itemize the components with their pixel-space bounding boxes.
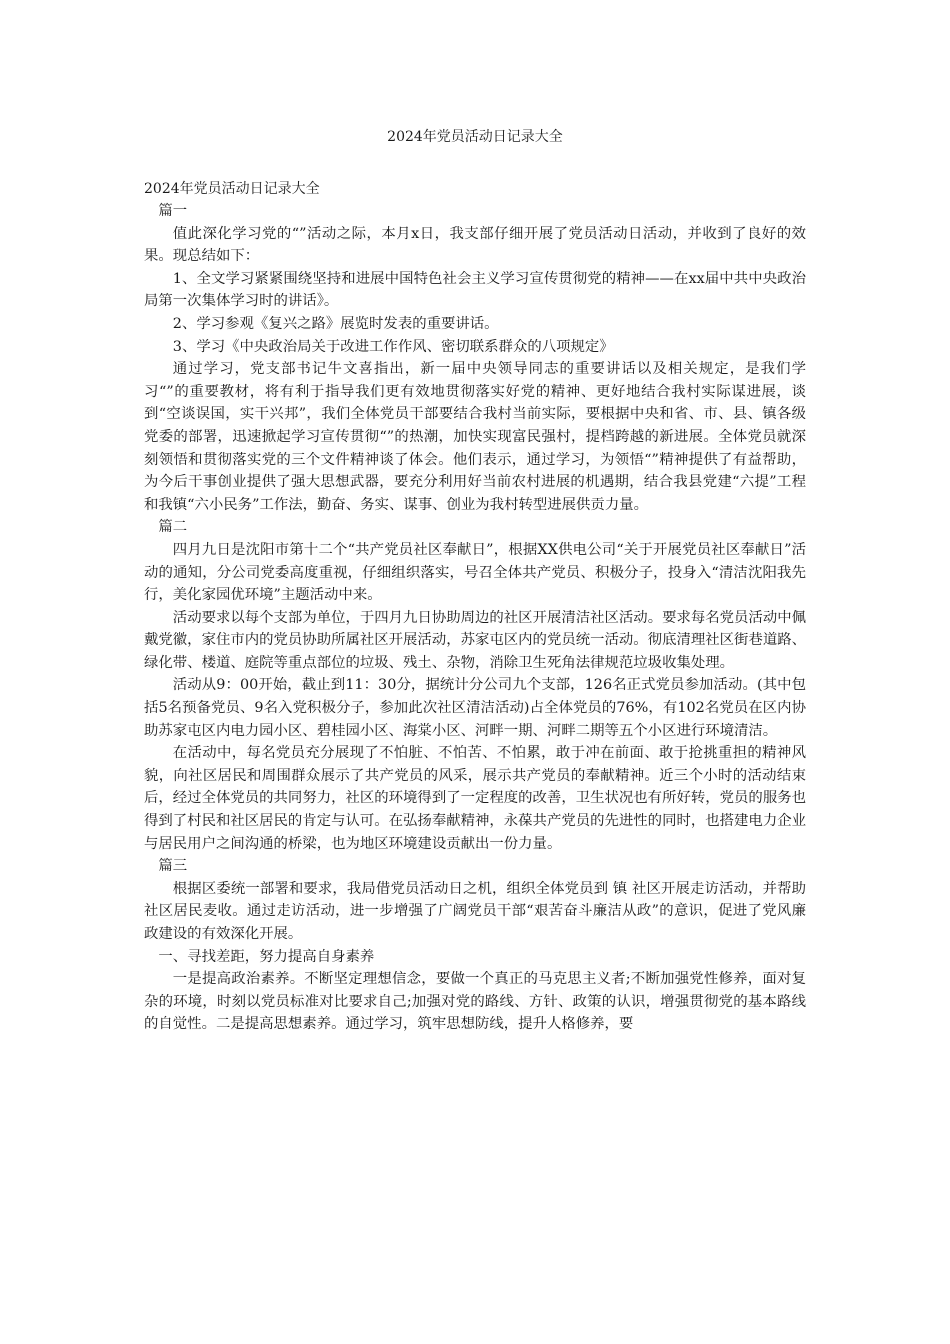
paragraph: 1、全文学习紧紧围绕坚持和进展中国特色社会主义学习宣传贯彻党的精神——在xx届中共中央政治局第一次集体学习时的讲话》。: [144, 270, 806, 310]
paragraph: 活动从9：00开始，截止到11：30分，据统计分公司九个支部，126名正式党员参加活动。(其中包括5名预备党员、9名入党积极分子，参加此次社区清洁活动)占全体党员的76%，有102名党员在区内协助苏家屯区内电力园小区、碧桂园小区、海棠小区、河畔一期、河畔二期等五个小区进行环境清洁。: [144, 677, 806, 739]
paragraph: 通过学习，党支部书记牛文喜指出，新一届中央领导同志的重要讲话以及相关规定，是我们学习“”的重要教材，将有利于指导我们更有效地贯彻落实好党的精神、更好地结合我村实际谋进展，谈到“空谈误国，实干兴邦”，我们全体党员干部要结合我村当前实际，要根据中央和省、市、县、镇各级党委的部署，迅速掀起学习宣传贯彻“”的热潮，加快实现富民强村，提档跨越的新进展。全体党员就深刻领悟和贯彻落实党的三个文件精神谈了体会。他们表示，通过学习，为领悟“”精神提供了有益帮助，为今后干事创业提供了强大思想武器，要充分利用好当前农村进展的机遇期，结合我县党建“六提”工程和我镇“六小民务”工作法，勤奋、务实、谋事、创业为我村转型进展供贡力量。: [144, 361, 806, 513]
section-heading: 篇一: [158, 203, 188, 219]
paragraph: 活动要求以每个支部为单位，于四月九日协助周边的社区开展清洁社区活动。要求每名党员活动中佩戴党徽，家住市内的党员协助所属社区开展活动，苏家屯区内的党员统一活动。彻底清理社区街巷道路、绿化带、楼道、庭院等重点部位的垃圾、残土、杂物，消除卫生死角法律规范垃圾收集处理。: [144, 609, 806, 671]
paragraph: 根据区委统一部署和要求，我局借党员活动日之机，组织全体党员到 镇 社区开展走访活动，并帮助社区居民麦收。通过走访活动，进一步增强了广阔党员干部“艰苦奋斗廉洁从政”的意识，促进了党风廉政建设的有效深化开展。: [144, 880, 806, 942]
paragraph: 3、学习《中央政治局关于改进工作作风、密切联系群众的八项规定》: [172, 338, 614, 355]
section-heading: 一、寻找差距，努力提高自身素养: [158, 948, 375, 965]
section-heading: 篇二: [158, 519, 188, 536]
paragraph: 四月九日是沈阳市第十二个“共产党员社区奉献日”，根据XX供电公司“关于开展党员社区奉献日”活动的通知，分公司党委高度重视，仔细组织落实，号召全体共产党员、积极分子，投身入“清洁沈阳我先行，美化家园优环境”主题活动中来。: [144, 541, 806, 604]
document-body: [144, 200, 806, 1036]
document-page: [144, 124, 806, 1036]
paragraph: 在活动中，每名党员充分展现了不怕脏、不怕苦、不怕累，敢于冲在前面、敢于抢挑重担的精神风貌，向社区居民和周围群众展示了共产党员的风采，展示共产党员的奉献精神。近三个小时的活动结束后，经过全体党员的共同努力，社区的环境得到了一定程度的改善，卫生状况也有所好转，党员的服务也得到了村民和社区居民的肯定与认可。在弘扬奉献精神，永葆共产党员的先进性的同时，也搭建电力企业与居民用户之间沟通的桥梁，也为地区环境建设贡献出一份力量。: [144, 745, 806, 852]
document-subtitle: 2024年党员活动日记录大全: [144, 181, 320, 197]
section-heading: 篇三: [158, 858, 188, 875]
document-title: 2024年党员活动日记录大全: [387, 129, 563, 145]
paragraph: 2、学习参观《复兴之路》展览时发表的重要讲话。: [172, 315, 499, 332]
paragraph: 值此深化学习党的“”活动之际，本月x日，我支部仔细开展了党员活动日活动，并收到了良好的效果。现总结如下：: [144, 225, 806, 265]
paragraph: 一是提高政治素养。不断坚定理想信念，要做一个真正的马克思主义者;不断加强党性修养，面对复杂的环境，时刻以党员标准对比要求自己;加强对党的路线、方针、政策的认识，增强贯彻党的基本路线的自觉性。二是提高思想素养。通过学习，筑牢思想防线，提升人格修养，要: [144, 971, 806, 1033]
